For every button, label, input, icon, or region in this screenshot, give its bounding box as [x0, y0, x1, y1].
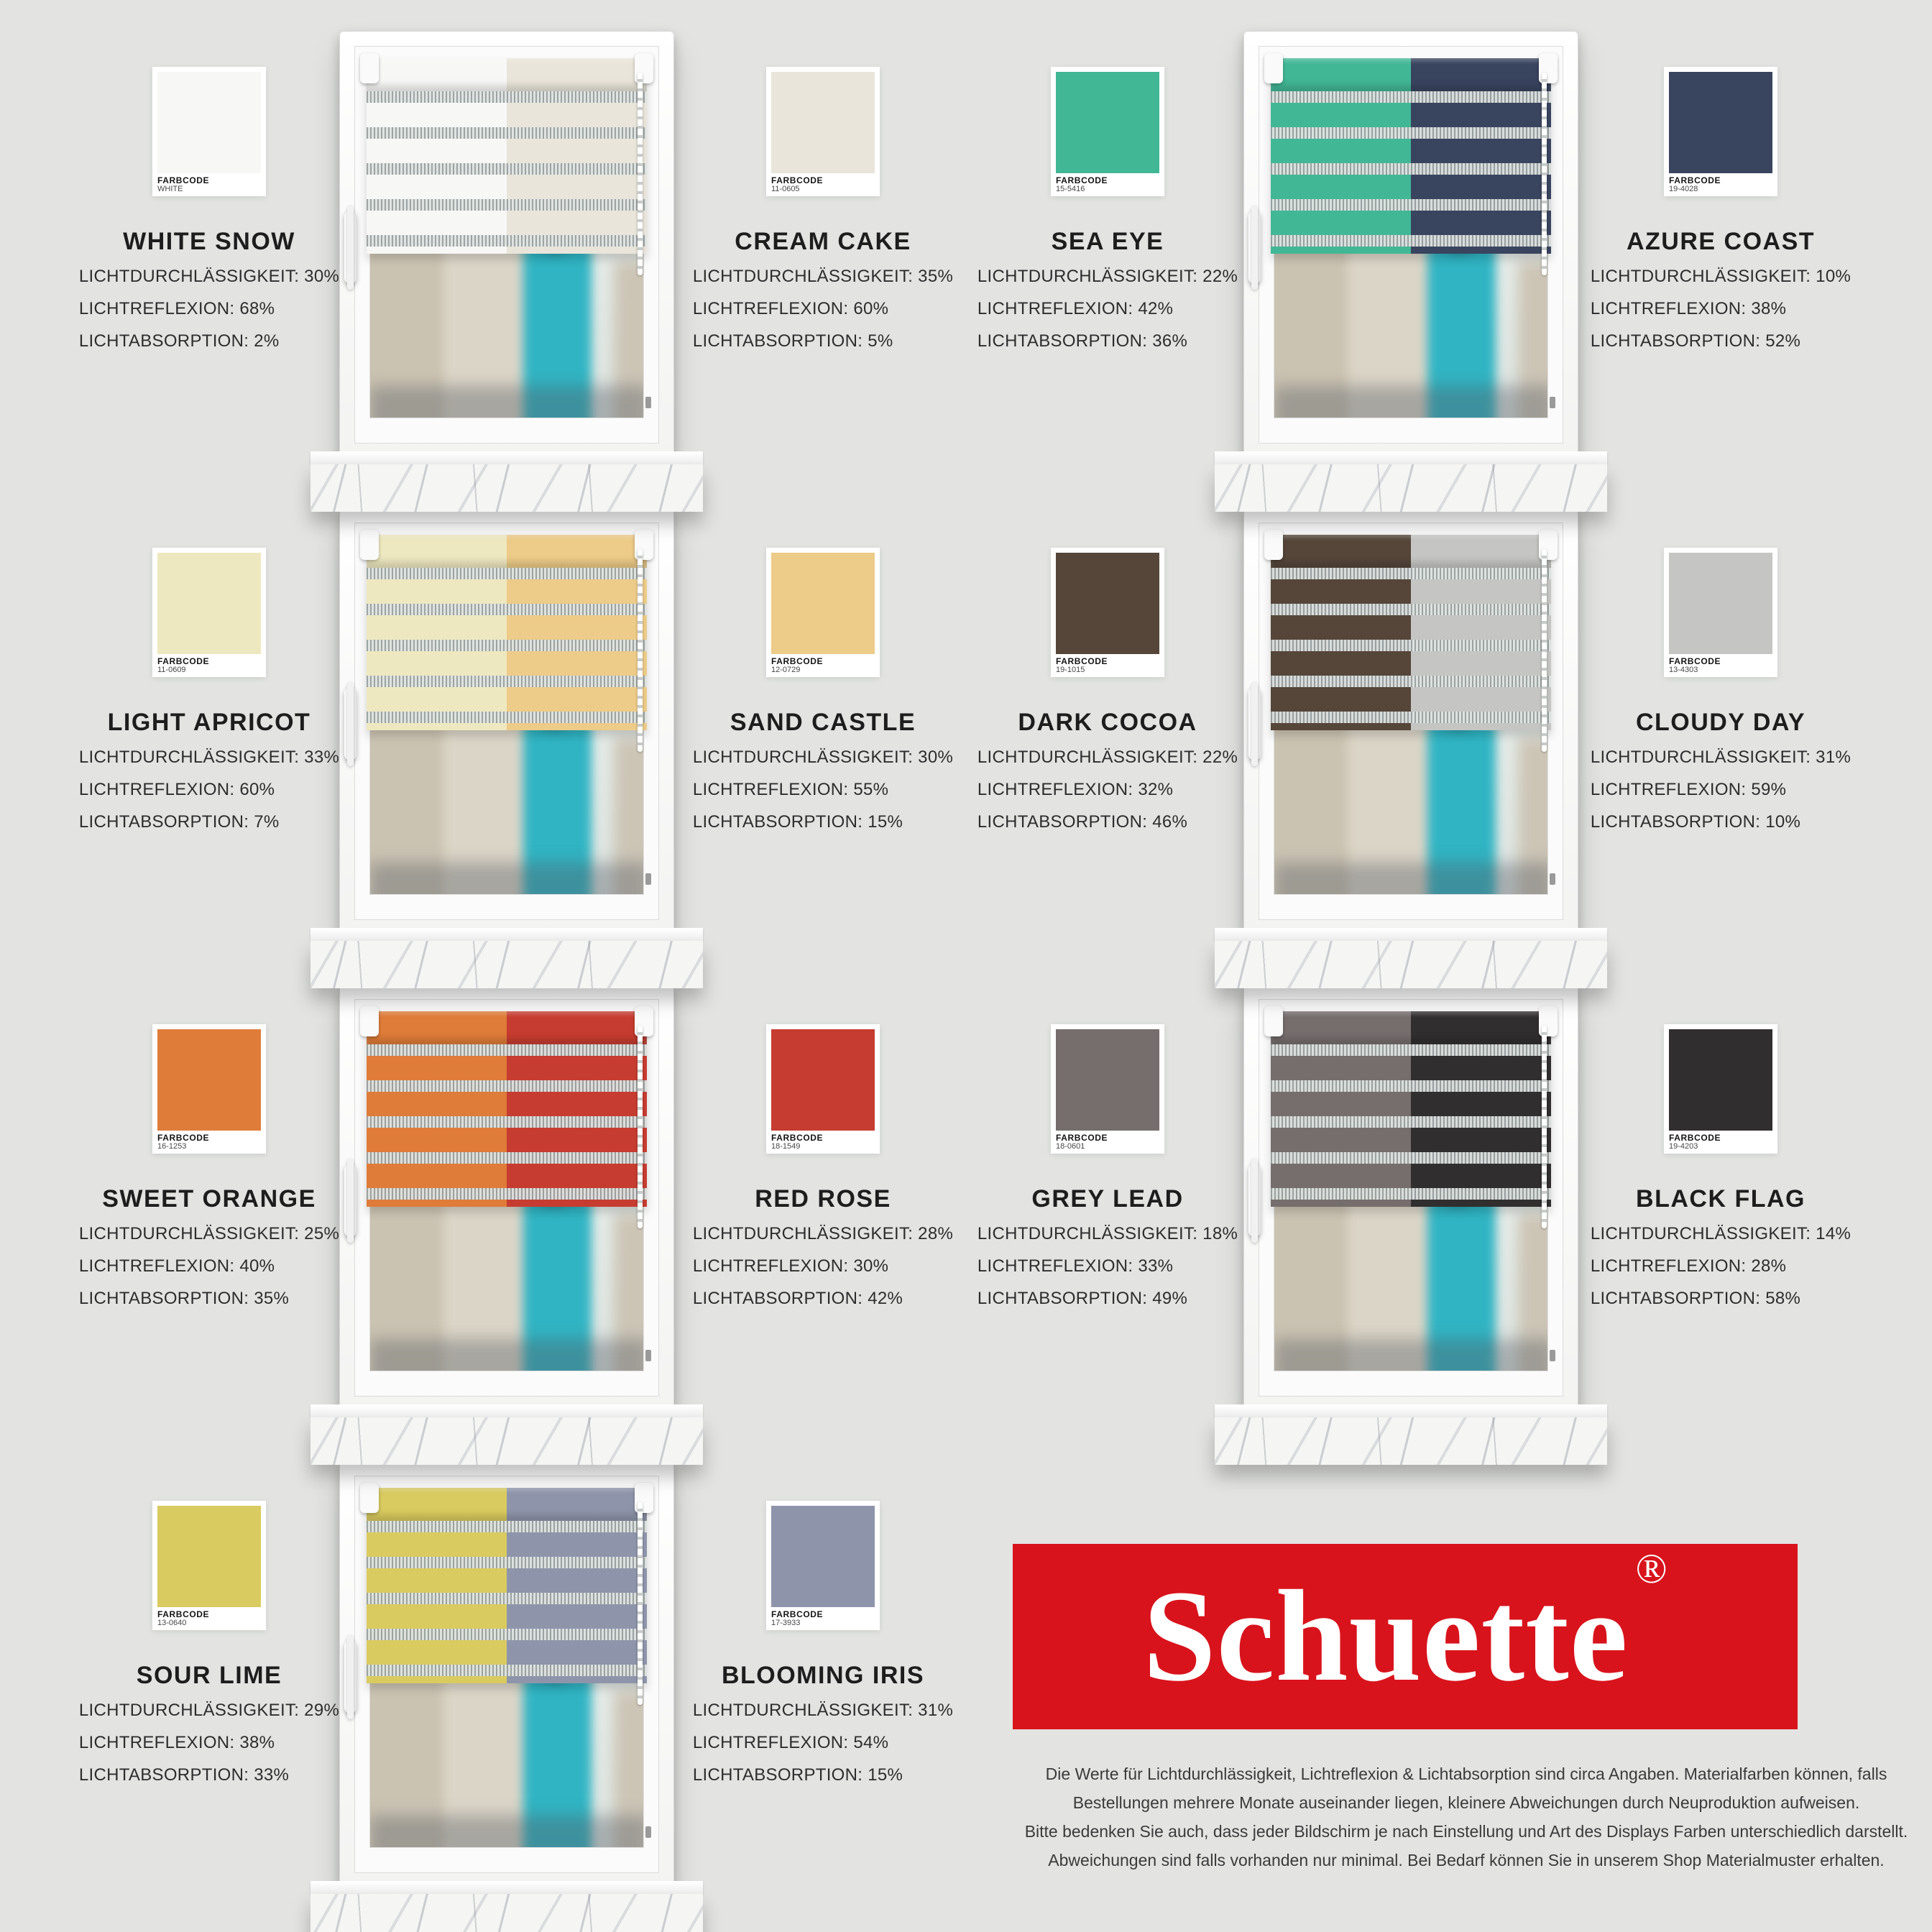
farbcode-label: FARBCODE	[771, 656, 824, 666]
schuette-logo-text: Schuette	[1143, 1564, 1629, 1708]
farbcode-value: 16-1253	[157, 1142, 187, 1151]
hinge-icon	[1550, 1350, 1555, 1361]
farbcode-label: FARBCODE	[157, 175, 210, 185]
farbcode-label: FARBCODE	[1056, 656, 1108, 666]
blind-right-half	[507, 1044, 647, 1207]
hinge-icon	[645, 1350, 651, 1361]
disclaimer-line: Bitte bedenken Sie auch, dass jeder Bildschirm je nach Einstellung und Art des Displays Farben unterschiedlich darstellt.	[1024, 1822, 1908, 1841]
farbcode-value: 13-4303	[1669, 666, 1698, 674]
color-swatch	[157, 1029, 261, 1131]
color-swatch-card	[766, 548, 880, 677]
color-info-cream-cake	[665, 67, 981, 357]
farbcode-label: FARBCODE	[1669, 1133, 1721, 1143]
color-name: AZURE COAST	[1626, 228, 1816, 255]
window-grey-lead-black-flag	[1243, 984, 1578, 1412]
color-swatch	[1056, 72, 1159, 173]
window-handle	[344, 1640, 356, 1714]
registered-trademark-icon: ®	[1635, 1545, 1668, 1592]
light-reflection: LICHTREFLEXION: 40%	[78, 1256, 275, 1276]
farbcode-value: 15-5416	[1056, 185, 1085, 193]
roller-cap-left	[360, 1006, 379, 1036]
windowsill	[310, 451, 703, 512]
farbcode-value: 18-0601	[1056, 1142, 1085, 1151]
color-name: SOUR LIME	[136, 1662, 282, 1689]
light-transmission: LICHTDURCHLÄSSIGKEIT: 30%	[78, 267, 340, 286]
window-white-snow-cream-cake	[339, 31, 674, 459]
farbcode-label: FARBCODE	[1669, 175, 1721, 185]
light-reflection: LICHTREFLEXION: 33%	[977, 1256, 1174, 1276]
blind-right-half	[507, 1521, 647, 1683]
color-info-sweet-orange	[51, 1024, 367, 1315]
color-swatch-card	[1051, 1024, 1164, 1154]
windowsill	[1215, 928, 1607, 988]
roller-cap-left	[360, 53, 379, 83]
light-absorption: LICHTABSORPTION: 42%	[692, 1289, 903, 1308]
light-transmission: LICHTDURCHLÄSSIGKEIT: 22%	[977, 748, 1238, 767]
schuette-logo	[1013, 1544, 1798, 1729]
blind-right-half	[1411, 91, 1551, 254]
blind-left-half	[1271, 1044, 1411, 1207]
farbcode-label: FARBCODE	[771, 1133, 824, 1143]
duo-roller-blind	[367, 1488, 647, 1683]
light-absorption: LICHTABSORPTION: 58%	[1590, 1289, 1801, 1308]
color-swatch-card	[766, 1501, 880, 1630]
duo-roller-blind	[1271, 58, 1551, 254]
duo-roller-blind	[367, 535, 647, 730]
blind-right-half	[1411, 568, 1551, 730]
light-transmission: LICHTDURCHLÄSSIGKEIT: 29%	[78, 1701, 340, 1720]
light-absorption: LICHTABSORPTION: 35%	[78, 1289, 290, 1308]
blind-left-half	[367, 1521, 507, 1683]
windowsill	[1215, 451, 1607, 512]
color-swatch	[157, 553, 261, 654]
color-name: SAND CASTLE	[730, 709, 916, 736]
window-handle	[344, 211, 356, 284]
farbcode-label: FARBCODE	[1056, 175, 1108, 185]
color-swatch-card	[1664, 1024, 1777, 1154]
farbcode-value: 18-1549	[771, 1142, 801, 1151]
hinge-icon	[1550, 873, 1555, 885]
window-sea-eye-azure-coast	[1243, 31, 1578, 459]
farbcode-label: FARBCODE	[157, 1609, 210, 1619]
color-info-light-apricot	[51, 548, 367, 838]
roller-cap-left	[360, 530, 379, 560]
light-transmission: LICHTDURCHLÄSSIGKEIT: 31%	[692, 1701, 954, 1720]
window-light-apricot-sand-castle	[339, 507, 674, 935]
roller-tube	[1271, 58, 1551, 91]
light-reflection: LICHTREFLEXION: 54%	[692, 1733, 889, 1752]
color-name: SEA EYE	[1051, 228, 1164, 255]
color-info-grey-lead	[949, 1024, 1266, 1315]
window-handle	[344, 1164, 356, 1237]
light-reflection: LICHTREFLEXION: 38%	[1590, 299, 1787, 318]
color-info-black-flag	[1563, 1024, 1879, 1315]
light-transmission: LICHTDURCHLÄSSIGKEIT: 18%	[977, 1224, 1238, 1243]
blind-chain	[1542, 549, 1547, 752]
light-absorption: LICHTABSORPTION: 2%	[78, 331, 280, 351]
light-transmission: LICHTDURCHLÄSSIGKEIT: 25%	[78, 1224, 340, 1243]
roller-tube	[367, 1011, 647, 1044]
color-name: WHITE SNOW	[123, 228, 295, 255]
light-reflection: LICHTREFLEXION: 42%	[977, 299, 1174, 318]
color-name: BLACK FLAG	[1636, 1185, 1806, 1213]
color-swatch	[1669, 553, 1772, 654]
blind-left-half	[367, 568, 507, 730]
window-sour-lime-blooming-iris	[339, 1460, 674, 1888]
color-swatch-card	[1664, 67, 1777, 196]
light-transmission: LICHTDURCHLÄSSIGKEIT: 14%	[1590, 1224, 1852, 1243]
roller-tube	[367, 535, 647, 568]
window-handle	[1248, 687, 1261, 760]
light-absorption: LICHTABSORPTION: 15%	[692, 1765, 903, 1785]
color-swatch-card	[152, 67, 266, 196]
color-swatch-card	[1664, 548, 1777, 677]
windowsill	[310, 1881, 703, 1932]
duo-roller-blind	[367, 1011, 647, 1207]
color-swatch	[771, 553, 875, 654]
color-swatch-card	[152, 1024, 266, 1154]
blind-right-half	[1411, 1044, 1551, 1207]
light-transmission: LICHTDURCHLÄSSIGKEIT: 31%	[1590, 748, 1852, 767]
roller-tube	[1271, 535, 1551, 568]
roller-cap-left	[1264, 53, 1283, 83]
hinge-icon	[645, 397, 651, 408]
light-absorption: LICHTABSORPTION: 46%	[977, 812, 1188, 832]
blind-chain	[1542, 73, 1547, 275]
light-absorption: LICHTABSORPTION: 36%	[977, 331, 1188, 351]
color-swatch	[1056, 1029, 1159, 1131]
color-swatch-card	[1051, 67, 1164, 196]
light-transmission: LICHTDURCHLÄSSIGKEIT: 33%	[78, 748, 340, 767]
color-swatch	[157, 72, 261, 173]
light-absorption: LICHTABSORPTION: 10%	[1590, 812, 1801, 832]
windowsill	[310, 1404, 703, 1465]
roller-tube	[367, 58, 647, 91]
blind-chain	[638, 1026, 643, 1228]
light-transmission: LICHTDURCHLÄSSIGKEIT: 22%	[977, 267, 1238, 286]
farbcode-value: 19-1015	[1056, 666, 1085, 674]
color-swatch	[771, 1506, 875, 1607]
marble-sill	[310, 464, 703, 512]
color-name: SWEET ORANGE	[102, 1185, 316, 1213]
color-info-white-snow	[51, 67, 367, 357]
window-handle	[1248, 211, 1261, 284]
color-swatch-card	[152, 1501, 266, 1630]
blind-right-half	[507, 91, 647, 254]
farbcode-value: 13-0640	[157, 1619, 187, 1627]
farbcode-value: WHITE	[157, 185, 183, 193]
light-absorption: LICHTABSORPTION: 5%	[692, 331, 893, 351]
farbcode-label: FARBCODE	[771, 175, 824, 185]
hinge-icon	[645, 1826, 651, 1838]
light-transmission: LICHTDURCHLÄSSIGKEIT: 10%	[1590, 267, 1852, 286]
farbcode-value: 19-4203	[1669, 1142, 1698, 1151]
blind-right-half	[507, 568, 647, 730]
roller-tube	[367, 1488, 647, 1521]
duo-roller-blind	[367, 58, 647, 254]
roller-cap-left	[1264, 530, 1283, 560]
farbcode-value: 11-0605	[771, 185, 800, 193]
disclaimer-line: Bestellungen mehrere Monate auseinander liegen, kleinere Abweichungen durch Neuproduktion aufweisen.	[1072, 1793, 1860, 1812]
color-info-dark-cocoa	[949, 548, 1266, 838]
color-name: CLOUDY DAY	[1635, 709, 1806, 736]
color-name: DARK COCOA	[1018, 709, 1197, 736]
blind-chain	[1542, 1026, 1547, 1228]
farbcode-value: 17-3933	[771, 1619, 801, 1627]
blind-chain	[638, 1502, 643, 1705]
blind-left-half	[1271, 91, 1411, 254]
color-name: RED ROSE	[755, 1185, 891, 1213]
blind-chain	[638, 73, 643, 275]
color-swatch	[1669, 1029, 1772, 1131]
light-reflection: LICHTREFLEXION: 55%	[692, 780, 889, 799]
hinge-icon	[1550, 397, 1555, 408]
window-handle	[1248, 1164, 1261, 1237]
light-reflection: LICHTREFLEXION: 38%	[78, 1733, 275, 1752]
light-reflection: LICHTREFLEXION: 59%	[1590, 780, 1787, 799]
light-reflection: LICHTREFLEXION: 60%	[78, 780, 275, 799]
farbcode-label: FARBCODE	[1056, 1133, 1108, 1143]
farbcode-label: FARBCODE	[157, 656, 210, 666]
disclaimer-line: Die Werte für Lichtdurchlässigkeit, Lichtreflexion & Lichtabsorption sind circa Angaben. Materialfarben können, falls	[1045, 1765, 1887, 1783]
light-absorption: LICHTABSORPTION: 7%	[78, 812, 280, 832]
color-swatch	[771, 1029, 875, 1131]
farbcode-label: FARBCODE	[157, 1133, 210, 1143]
color-info-sour-lime	[51, 1501, 367, 1791]
color-info-red-rose	[665, 1024, 981, 1315]
color-name: CREAM CAKE	[735, 228, 911, 255]
duo-roller-blind	[1271, 1011, 1551, 1207]
marble-sill	[310, 1894, 703, 1932]
color-swatch-card	[1051, 548, 1164, 677]
color-info-blooming-iris	[665, 1501, 981, 1791]
marble-sill	[1215, 1417, 1607, 1465]
color-swatch-card	[766, 67, 880, 196]
color-info-azure-coast	[1563, 67, 1879, 357]
color-name: LIGHT APRICOT	[107, 709, 311, 736]
blind-left-half	[367, 91, 507, 254]
blind-left-half	[367, 1044, 507, 1207]
color-swatch-card	[152, 548, 266, 677]
light-absorption: LICHTABSORPTION: 52%	[1590, 331, 1801, 351]
light-reflection: LICHTREFLEXION: 68%	[78, 299, 275, 318]
light-absorption: LICHTABSORPTION: 49%	[977, 1289, 1188, 1308]
light-reflection: LICHTREFLEXION: 60%	[692, 299, 889, 318]
roller-tube	[1271, 1011, 1551, 1044]
farbcode-value: 19-4028	[1669, 185, 1698, 193]
color-swatch	[1056, 553, 1159, 654]
hinge-icon	[645, 873, 651, 885]
light-transmission: LICHTDURCHLÄSSIGKEIT: 28%	[692, 1224, 954, 1243]
light-transmission: LICHTDURCHLÄSSIGKEIT: 35%	[692, 267, 954, 286]
window-dark-cocoa-cloudy-day	[1243, 507, 1578, 935]
color-info-cloudy-day	[1563, 548, 1879, 838]
windowsill	[310, 928, 703, 988]
farbcode-label: FARBCODE	[1669, 656, 1721, 666]
color-swatch	[771, 72, 875, 173]
color-info-sea-eye	[949, 67, 1266, 357]
color-name: GREY LEAD	[1031, 1185, 1184, 1213]
color-swatch-card	[766, 1024, 880, 1154]
roller-cap-left	[1264, 1006, 1283, 1036]
marble-sill	[310, 1417, 703, 1465]
window-handle	[344, 687, 356, 760]
marble-sill	[1215, 941, 1607, 988]
blind-left-half	[1271, 568, 1411, 730]
light-absorption: LICHTABSORPTION: 33%	[78, 1765, 290, 1785]
marble-sill	[1215, 464, 1607, 512]
color-swatch	[1669, 72, 1772, 173]
windowsill	[1215, 1404, 1607, 1465]
light-reflection: LICHTREFLEXION: 28%	[1590, 1256, 1787, 1276]
color-name: BLOOMING IRIS	[721, 1662, 925, 1689]
farbcode-label: FARBCODE	[771, 1609, 824, 1619]
duo-roller-blind	[1271, 535, 1551, 730]
marble-sill	[310, 941, 703, 988]
light-reflection: LICHTREFLEXION: 30%	[692, 1256, 889, 1276]
light-absorption: LICHTABSORPTION: 15%	[692, 812, 903, 832]
farbcode-value: 12-0729	[771, 666, 801, 674]
roller-cap-left	[360, 1483, 379, 1513]
color-swatch	[157, 1506, 261, 1607]
blind-chain	[638, 549, 643, 752]
light-reflection: LICHTREFLEXION: 32%	[977, 780, 1174, 799]
window-sweet-orange-red-rose	[339, 984, 674, 1412]
light-transmission: LICHTDURCHLÄSSIGKEIT: 30%	[692, 748, 954, 767]
disclaimer-text	[1005, 1760, 1928, 1874]
disclaimer-line: Abweichungen sind falls vorhanden nur minimal. Bei Bedarf können Sie in unserem Shop Materialmuster erhalten.	[1048, 1851, 1885, 1869]
color-info-sand-castle	[665, 548, 981, 838]
farbcode-value: 11-0609	[157, 666, 186, 674]
